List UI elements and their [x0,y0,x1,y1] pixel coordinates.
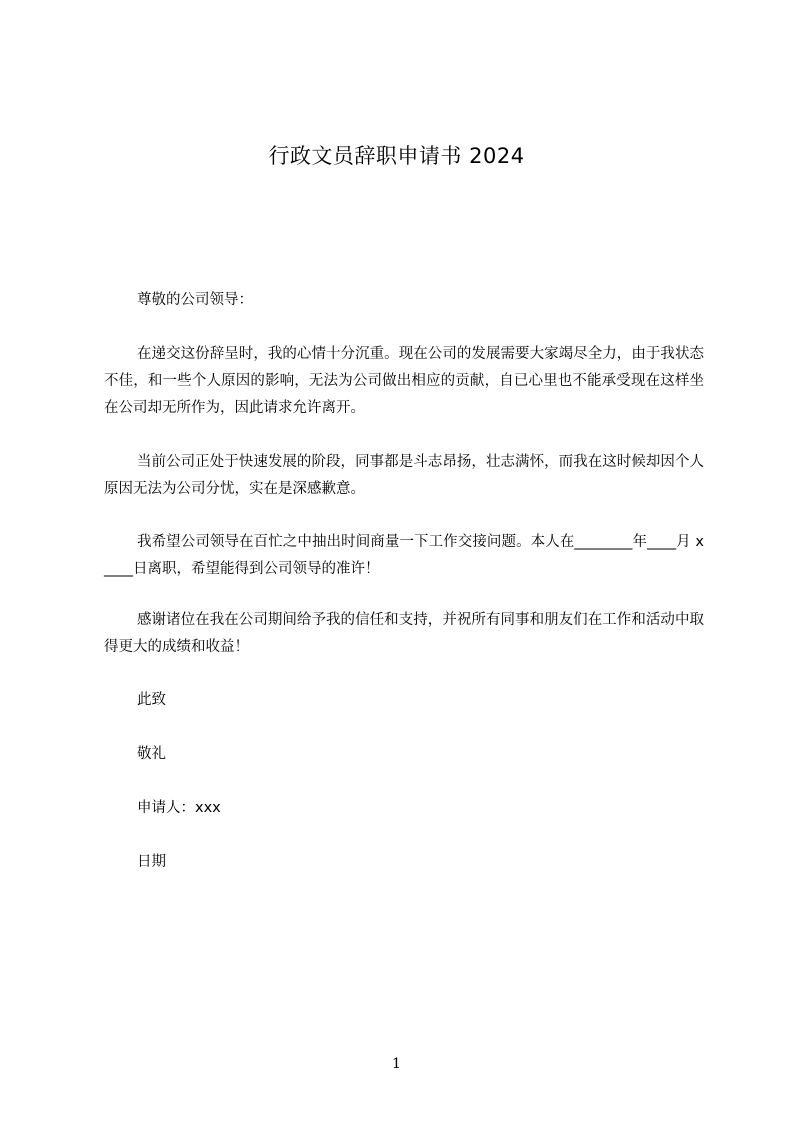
paragraph-4: 感谢诸位在我在公司期间给予我的信任和支持，并祝所有同事和朋友们在工作和活动中取得更大的成绩和收益！ [104,612,704,655]
applicant-signature: 申请人：xxx [137,800,221,816]
paragraph-3: 我希望公司领导在百忙之中抽出时间商量一下工作交接问题。本人在________年____月 x____日离职，希望能得到公司领导的准许！ [104,534,704,577]
date-label: 日期 [137,854,166,870]
page-number: 1 [392,1056,401,1072]
closing-salute: 此致 [137,692,166,708]
paragraph-2: 当前公司正处于快速发展的阶段，同事都是斗志昂扬，壮志满怀，而我在这时候却因个人原因无法为公司分忧，实在是深感歉意。 [104,454,704,497]
document-title: 行政文员辞职申请书 2024 [268,144,525,168]
paragraph-1: 在递交这份辞呈时，我的心情十分沉重。现在公司的发展需要大家竭尽全力，由于我状态不佳，和一些个人原因的影响，无法为公司做出相应的贡献，自已心里也不能承受现在这样坐在公司却无所作为，因此请求允许离开。 [104,346,704,416]
closing-regards: 敬礼 [137,746,166,762]
salutation: 尊敬的公司领导： [137,292,253,308]
